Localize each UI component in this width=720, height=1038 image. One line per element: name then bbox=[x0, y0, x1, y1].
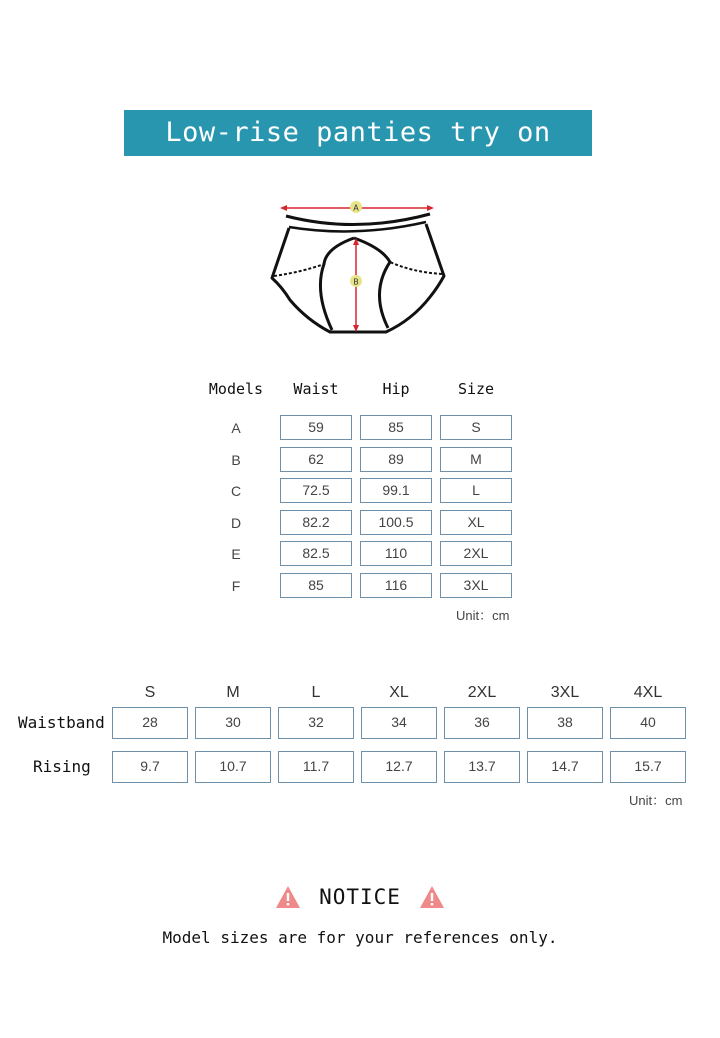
waistband-cell: 28 bbox=[112, 707, 188, 739]
size-header: 3XL bbox=[550, 684, 580, 701]
model-hip-cell: 110 bbox=[360, 541, 432, 566]
warning-triangle-icon bbox=[275, 885, 301, 909]
waistband-cell: 36 bbox=[444, 707, 520, 739]
waistband-cell: 30 bbox=[195, 707, 271, 739]
model-size-cell: M bbox=[440, 447, 512, 472]
notice-title: NOTICE bbox=[319, 885, 401, 909]
waistband-label: Waistband bbox=[18, 713, 105, 732]
rising-cell: 11.7 bbox=[278, 751, 354, 783]
model-hip-cell: 116 bbox=[360, 573, 432, 598]
size-header: L bbox=[311, 684, 321, 701]
header-waist: Waist bbox=[293, 380, 339, 398]
waistband-cell: 34 bbox=[361, 707, 437, 739]
model-waist-cell: 85 bbox=[280, 573, 352, 598]
model-waist-cell: 59 bbox=[280, 415, 352, 440]
model-label: D bbox=[230, 514, 242, 531]
model-hip-cell: 89 bbox=[360, 447, 432, 472]
model-label: C bbox=[230, 483, 242, 499]
label-b: B bbox=[353, 277, 359, 287]
panties-diagram bbox=[262, 192, 458, 342]
model-waist-cell: 72.5 bbox=[280, 478, 352, 503]
model-size-cell: 2XL bbox=[440, 541, 512, 566]
header-size: Size bbox=[457, 380, 495, 398]
rising-cell: 14.7 bbox=[527, 751, 603, 783]
model-waist-cell: 82.5 bbox=[280, 541, 352, 566]
rising-cell: 13.7 bbox=[444, 751, 520, 783]
model-hip-cell: 99.1 bbox=[360, 478, 432, 503]
warning-triangle-icon bbox=[419, 885, 445, 909]
header-hip: Hip bbox=[382, 380, 410, 398]
model-size-cell: S bbox=[440, 415, 512, 440]
notice-text: Model sizes are for your references only. bbox=[162, 928, 558, 947]
size-header: 4XL bbox=[633, 684, 663, 701]
notice-heading bbox=[0, 885, 720, 909]
size-header: M bbox=[226, 684, 240, 701]
header-models: Models bbox=[208, 380, 264, 398]
model-label: F bbox=[231, 577, 241, 594]
rising-cell: 12.7 bbox=[361, 751, 437, 783]
size-header: XL bbox=[389, 684, 409, 701]
model-size-cell: L bbox=[440, 478, 512, 503]
waistband-cell: 40 bbox=[610, 707, 686, 739]
label-a: A bbox=[353, 203, 359, 213]
waistband-cell: 32 bbox=[278, 707, 354, 739]
model-hip-cell: 100.5 bbox=[360, 510, 432, 535]
model-size-cell: 3XL bbox=[440, 573, 512, 598]
size-header: S bbox=[144, 684, 156, 701]
rising-label: Rising bbox=[33, 757, 91, 776]
size-header: 2XL bbox=[467, 684, 497, 701]
model-waist-cell: 62 bbox=[280, 447, 352, 472]
model-label: A bbox=[231, 420, 241, 436]
models-unit: Unit：cm bbox=[456, 608, 510, 623]
model-hip-cell: 85 bbox=[360, 415, 432, 440]
model-label: B bbox=[231, 451, 241, 468]
model-waist-cell: 82.2 bbox=[280, 510, 352, 535]
waistband-cell: 38 bbox=[527, 707, 603, 739]
size-unit: Unit：cm bbox=[629, 793, 683, 808]
model-size-cell: XL bbox=[440, 510, 512, 535]
rising-cell: 9.7 bbox=[112, 751, 188, 783]
page-title: Low-rise panties try on reports bbox=[124, 110, 592, 156]
rising-cell: 15.7 bbox=[610, 751, 686, 783]
model-label: E bbox=[231, 546, 241, 562]
rising-cell: 10.7 bbox=[195, 751, 271, 783]
